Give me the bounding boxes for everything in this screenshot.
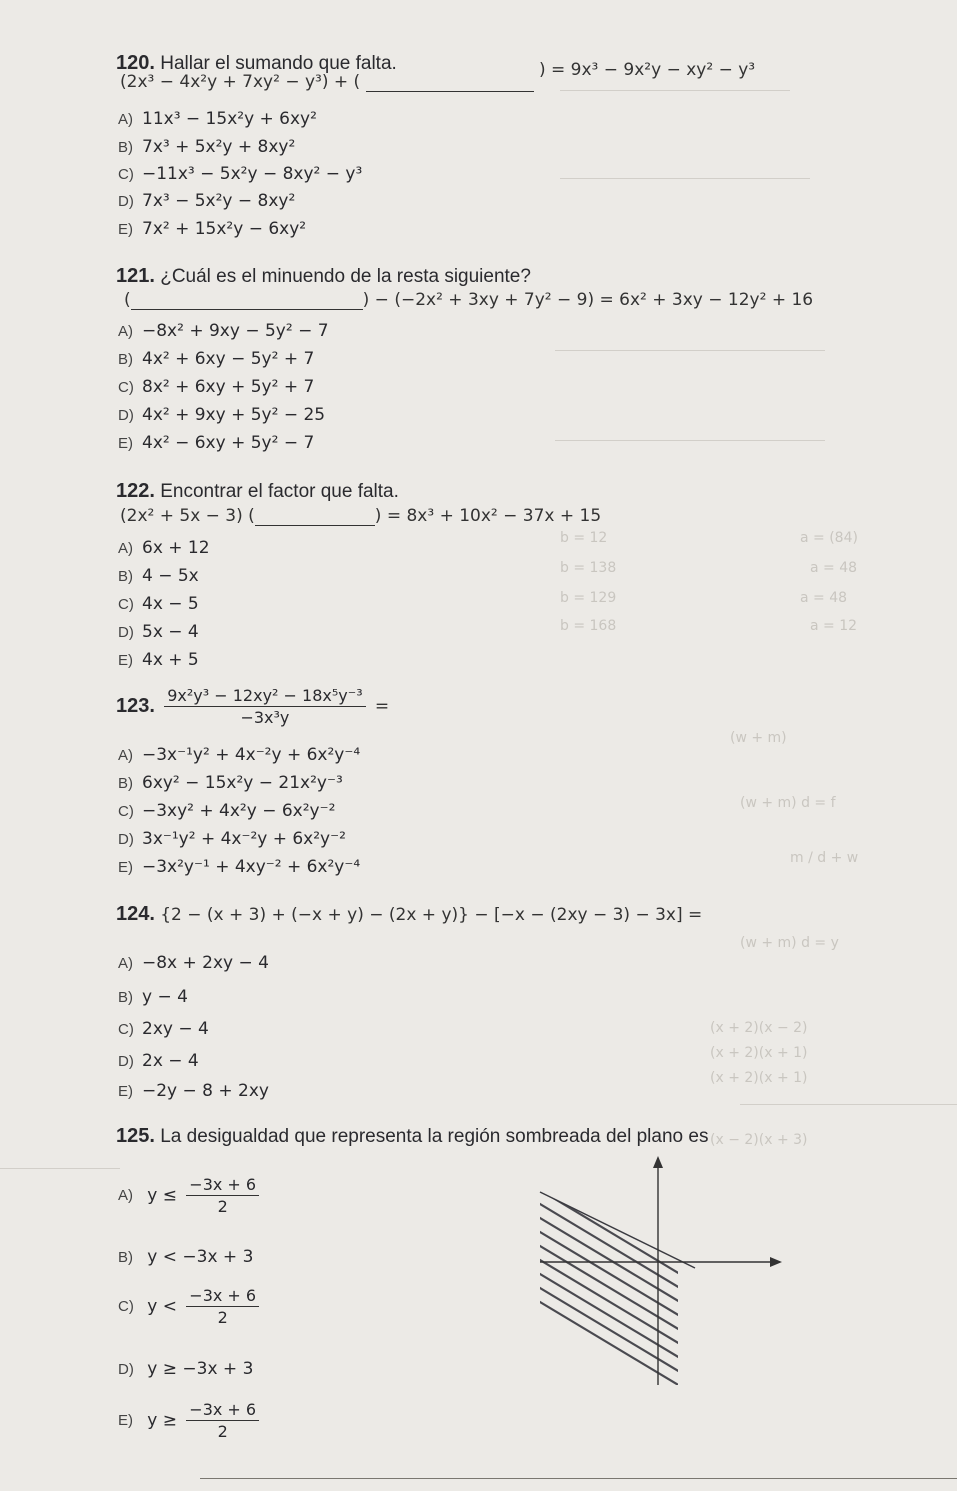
bleed-text: b = 12	[560, 530, 608, 546]
option-a[interactable]: A) 11x³ − 15x²y + 6xy²	[118, 109, 317, 129]
bleed-line	[560, 90, 790, 91]
question-120-equation: (2x³ − 4x²y + 7xy² − y³) + ( ) = 9x³ − 9x²y − xy² − y³	[120, 60, 756, 92]
option-c[interactable]: C) −11x³ − 5x²y − 8xy² − y³	[118, 164, 363, 184]
option-b[interactable]: B) 4x² + 6xy − 5y² + 7	[118, 349, 315, 369]
option-e[interactable]: E) −2y − 8 + 2xy	[118, 1081, 269, 1101]
bleed-text: (w + m) d = y	[740, 935, 839, 951]
bleed-text: a = 48	[810, 560, 858, 576]
bleed-text: b = 168	[560, 618, 617, 634]
option-c[interactable]: C) 8x² + 6xy + 5y² + 7	[118, 377, 315, 397]
y-axis-arrow-icon	[653, 1156, 663, 1168]
bleed-text: a = (84)	[800, 530, 858, 546]
bleed-line	[555, 350, 825, 351]
question-122-title: 122. Encontrar el factor que falta.	[116, 480, 399, 502]
answer-blank[interactable]	[366, 91, 534, 92]
option-a[interactable]: A) −8x² + 9xy − 5y² − 7	[118, 321, 329, 341]
option-a[interactable]: A) 6x + 12	[118, 538, 210, 558]
answer-blank[interactable]	[255, 525, 375, 526]
option-e[interactable]: E) −3x²y⁻¹ + 4xy⁻² + 6x²y⁻⁴	[118, 857, 361, 877]
question-123-expression: 123. $\frac{\text{9x²y³ − 12xy² − 18x⁵y⁻³}}{\text{−3x³y}}$ =	[116, 686, 390, 727]
x-axis-arrow-icon	[770, 1257, 782, 1267]
option-e[interactable]: E) 4x² − 6xy + 5y² − 7	[118, 433, 315, 453]
option-d[interactable]: D) 5x − 4	[118, 622, 199, 642]
option-b[interactable]: B) y < −3x + 3	[118, 1247, 254, 1267]
fraction: $\frac{-3x + 6}{2}$	[186, 1400, 259, 1441]
question-122-equation: (2x² + 5x − 3) ( ) = 8x³ + 10x² − 37x + 15	[120, 506, 602, 526]
question-125-title: 125. La desigualdad que representa la región sombreada del plano es	[116, 1125, 709, 1147]
option-b[interactable]: B) 6xy² − 15x²y − 21x²y⁻³	[118, 773, 343, 793]
option-a[interactable]: A) −8x + 2xy − 4	[118, 953, 269, 973]
bleed-text: b = 129	[560, 590, 617, 606]
option-d[interactable]: D) 2x − 4	[118, 1051, 199, 1071]
bleed-text: (x + 2)(x − 2)	[710, 1020, 808, 1036]
option-d[interactable]: D) 7x³ − 5x²y − 8xy²	[118, 191, 296, 211]
bleed-text: (x − 2)(x + 3)	[710, 1132, 808, 1148]
question-120-title: 120. Hallar el sumando que falta.	[116, 52, 397, 74]
bleed-text: a = 12	[810, 618, 858, 634]
bleed-text: (x + 2)(x + 1)	[710, 1045, 808, 1061]
bleed-text: (w + m) d = f	[740, 795, 836, 811]
boundary-line	[540, 1192, 695, 1268]
option-e[interactable]: E) 4x + 5	[118, 650, 199, 670]
bleed-line	[740, 1104, 957, 1105]
option-b[interactable]: B) 7x³ + 5x²y + 8xy²	[118, 137, 296, 157]
option-a[interactable]: A) y ≤ $\frac{-3x + 6}{2}$	[118, 1175, 263, 1216]
bleed-text: b = 138	[560, 560, 617, 576]
question-121-equation: ( ) − (−2x² + 3xy + 7y² − 9) = 6x² + 3xy − 12y² + 16	[124, 290, 814, 310]
option-e[interactable]: E) y ≥ $\frac{-3x + 6}{2}$	[118, 1400, 263, 1441]
bleed-text: m / d + w	[790, 850, 859, 866]
option-d[interactable]: D) 4x² + 9xy + 5y² − 25	[118, 405, 326, 425]
option-c[interactable]: C) 2xy − 4	[118, 1019, 209, 1039]
bleed-text: a = 48	[800, 590, 848, 606]
shaded-region-graph	[520, 1150, 790, 1390]
bleed-text: (x + 2)(x + 1)	[710, 1070, 808, 1086]
option-c[interactable]: C) 4x − 5	[118, 594, 199, 614]
answer-blank[interactable]	[131, 309, 363, 310]
option-d[interactable]: D) y ≥ −3x + 3	[118, 1359, 254, 1379]
option-b[interactable]: B) y − 4	[118, 987, 188, 1007]
option-b[interactable]: B) 4 − 5x	[118, 566, 199, 586]
option-d[interactable]: D) 3x⁻¹y² + 4x⁻²y + 6x²y⁻²	[118, 829, 346, 849]
question-124-expression: 124. {2 − (x + 3) + (−x + y) − (2x + y)} − [−x − (2xy − 3) − 3x] =	[116, 903, 703, 925]
option-a[interactable]: A) −3x⁻¹y² + 4x⁻²y + 6x²y⁻⁴	[118, 745, 361, 765]
hatched-region	[530, 1170, 780, 1390]
option-c[interactable]: C) y < $\frac{-3x + 6}{2}$	[118, 1286, 263, 1327]
fraction: $\frac{\text{9x²y³ − 12xy² − 18x⁵y⁻³}}{\text{−3x³y}}$	[164, 686, 365, 727]
bleed-line	[560, 178, 810, 179]
question-121-title: 121. ¿Cuál es el minuendo de la resta siguiente?	[116, 265, 531, 287]
fraction: $\frac{-3x + 6}{2}$	[186, 1175, 259, 1216]
bleed-line	[555, 440, 825, 441]
bleed-text: (w + m)	[730, 730, 787, 746]
option-c[interactable]: C) −3xy² + 4x²y − 6x²y⁻²	[118, 801, 336, 821]
bleed-line	[0, 1168, 120, 1169]
option-e[interactable]: E) 7x² + 15x²y − 6xy²	[118, 219, 307, 239]
fraction: $\frac{-3x + 6}{2}$	[186, 1286, 259, 1327]
page-bottom-edge	[200, 1478, 957, 1479]
